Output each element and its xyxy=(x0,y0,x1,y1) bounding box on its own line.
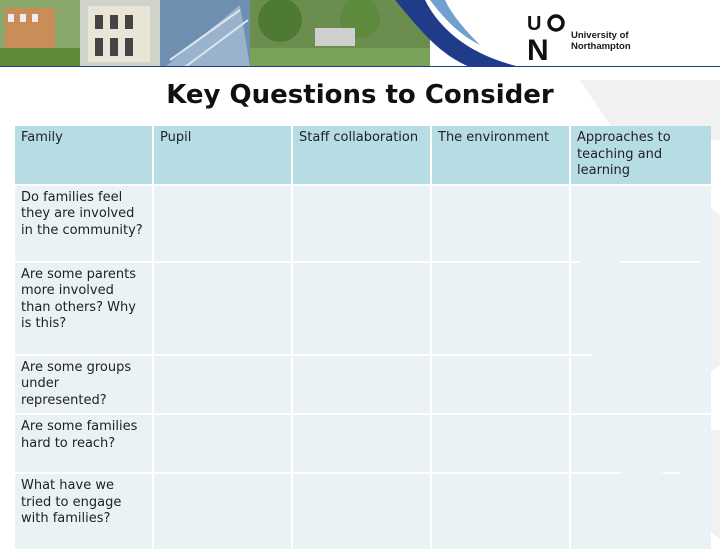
table-cell xyxy=(432,415,569,472)
university-name xyxy=(571,30,631,52)
table-cell xyxy=(571,186,711,261)
header-approaches: Approaches to teaching and learning xyxy=(571,126,711,184)
table-row xyxy=(15,474,711,549)
table-cell xyxy=(154,474,291,549)
question-cell: What have we tried to engage with families? xyxy=(15,474,152,549)
svg-text:U: U xyxy=(527,13,542,35)
table-row xyxy=(15,263,711,354)
table-cell xyxy=(293,186,430,261)
page-title: Key Questions to Consider xyxy=(166,80,554,110)
question-cell: Are some families hard to reach? xyxy=(15,415,152,472)
question-cell: Do families feel they are involved in the community? xyxy=(15,186,152,261)
table-cell xyxy=(571,356,711,414)
key-questions-table xyxy=(13,124,713,551)
table-cell xyxy=(571,263,711,354)
svg-text:N: N xyxy=(527,34,549,64)
question-cell: Are some parents more involved than others? Why is this? xyxy=(15,263,152,354)
table-row xyxy=(15,356,711,414)
table-cell xyxy=(432,474,569,549)
header-staff-collaboration: Staff collaboration xyxy=(293,126,430,184)
header-pupil: Pupil xyxy=(154,126,291,184)
table-cell xyxy=(432,263,569,354)
table-cell xyxy=(293,356,430,414)
table-cell xyxy=(154,415,291,472)
table-cell xyxy=(154,263,291,354)
header-banner xyxy=(0,0,720,67)
university-name-line1: University of xyxy=(571,30,629,41)
table-cell xyxy=(571,474,711,549)
table-cell xyxy=(432,356,569,414)
header-family: Family xyxy=(15,126,152,184)
table-cell xyxy=(293,474,430,549)
table-cell xyxy=(293,263,430,354)
table-cell xyxy=(571,415,711,472)
table-cell xyxy=(432,186,569,261)
table-cell xyxy=(154,356,291,414)
table-cell xyxy=(293,415,430,472)
table-header-row xyxy=(15,126,711,184)
table-cell xyxy=(154,186,291,261)
table-row xyxy=(15,186,711,261)
header-environment: The environment xyxy=(432,126,569,184)
university-name-line2: Northampton xyxy=(571,41,631,52)
table-row xyxy=(15,415,711,472)
question-cell: Are some groups under represented? xyxy=(15,356,152,414)
